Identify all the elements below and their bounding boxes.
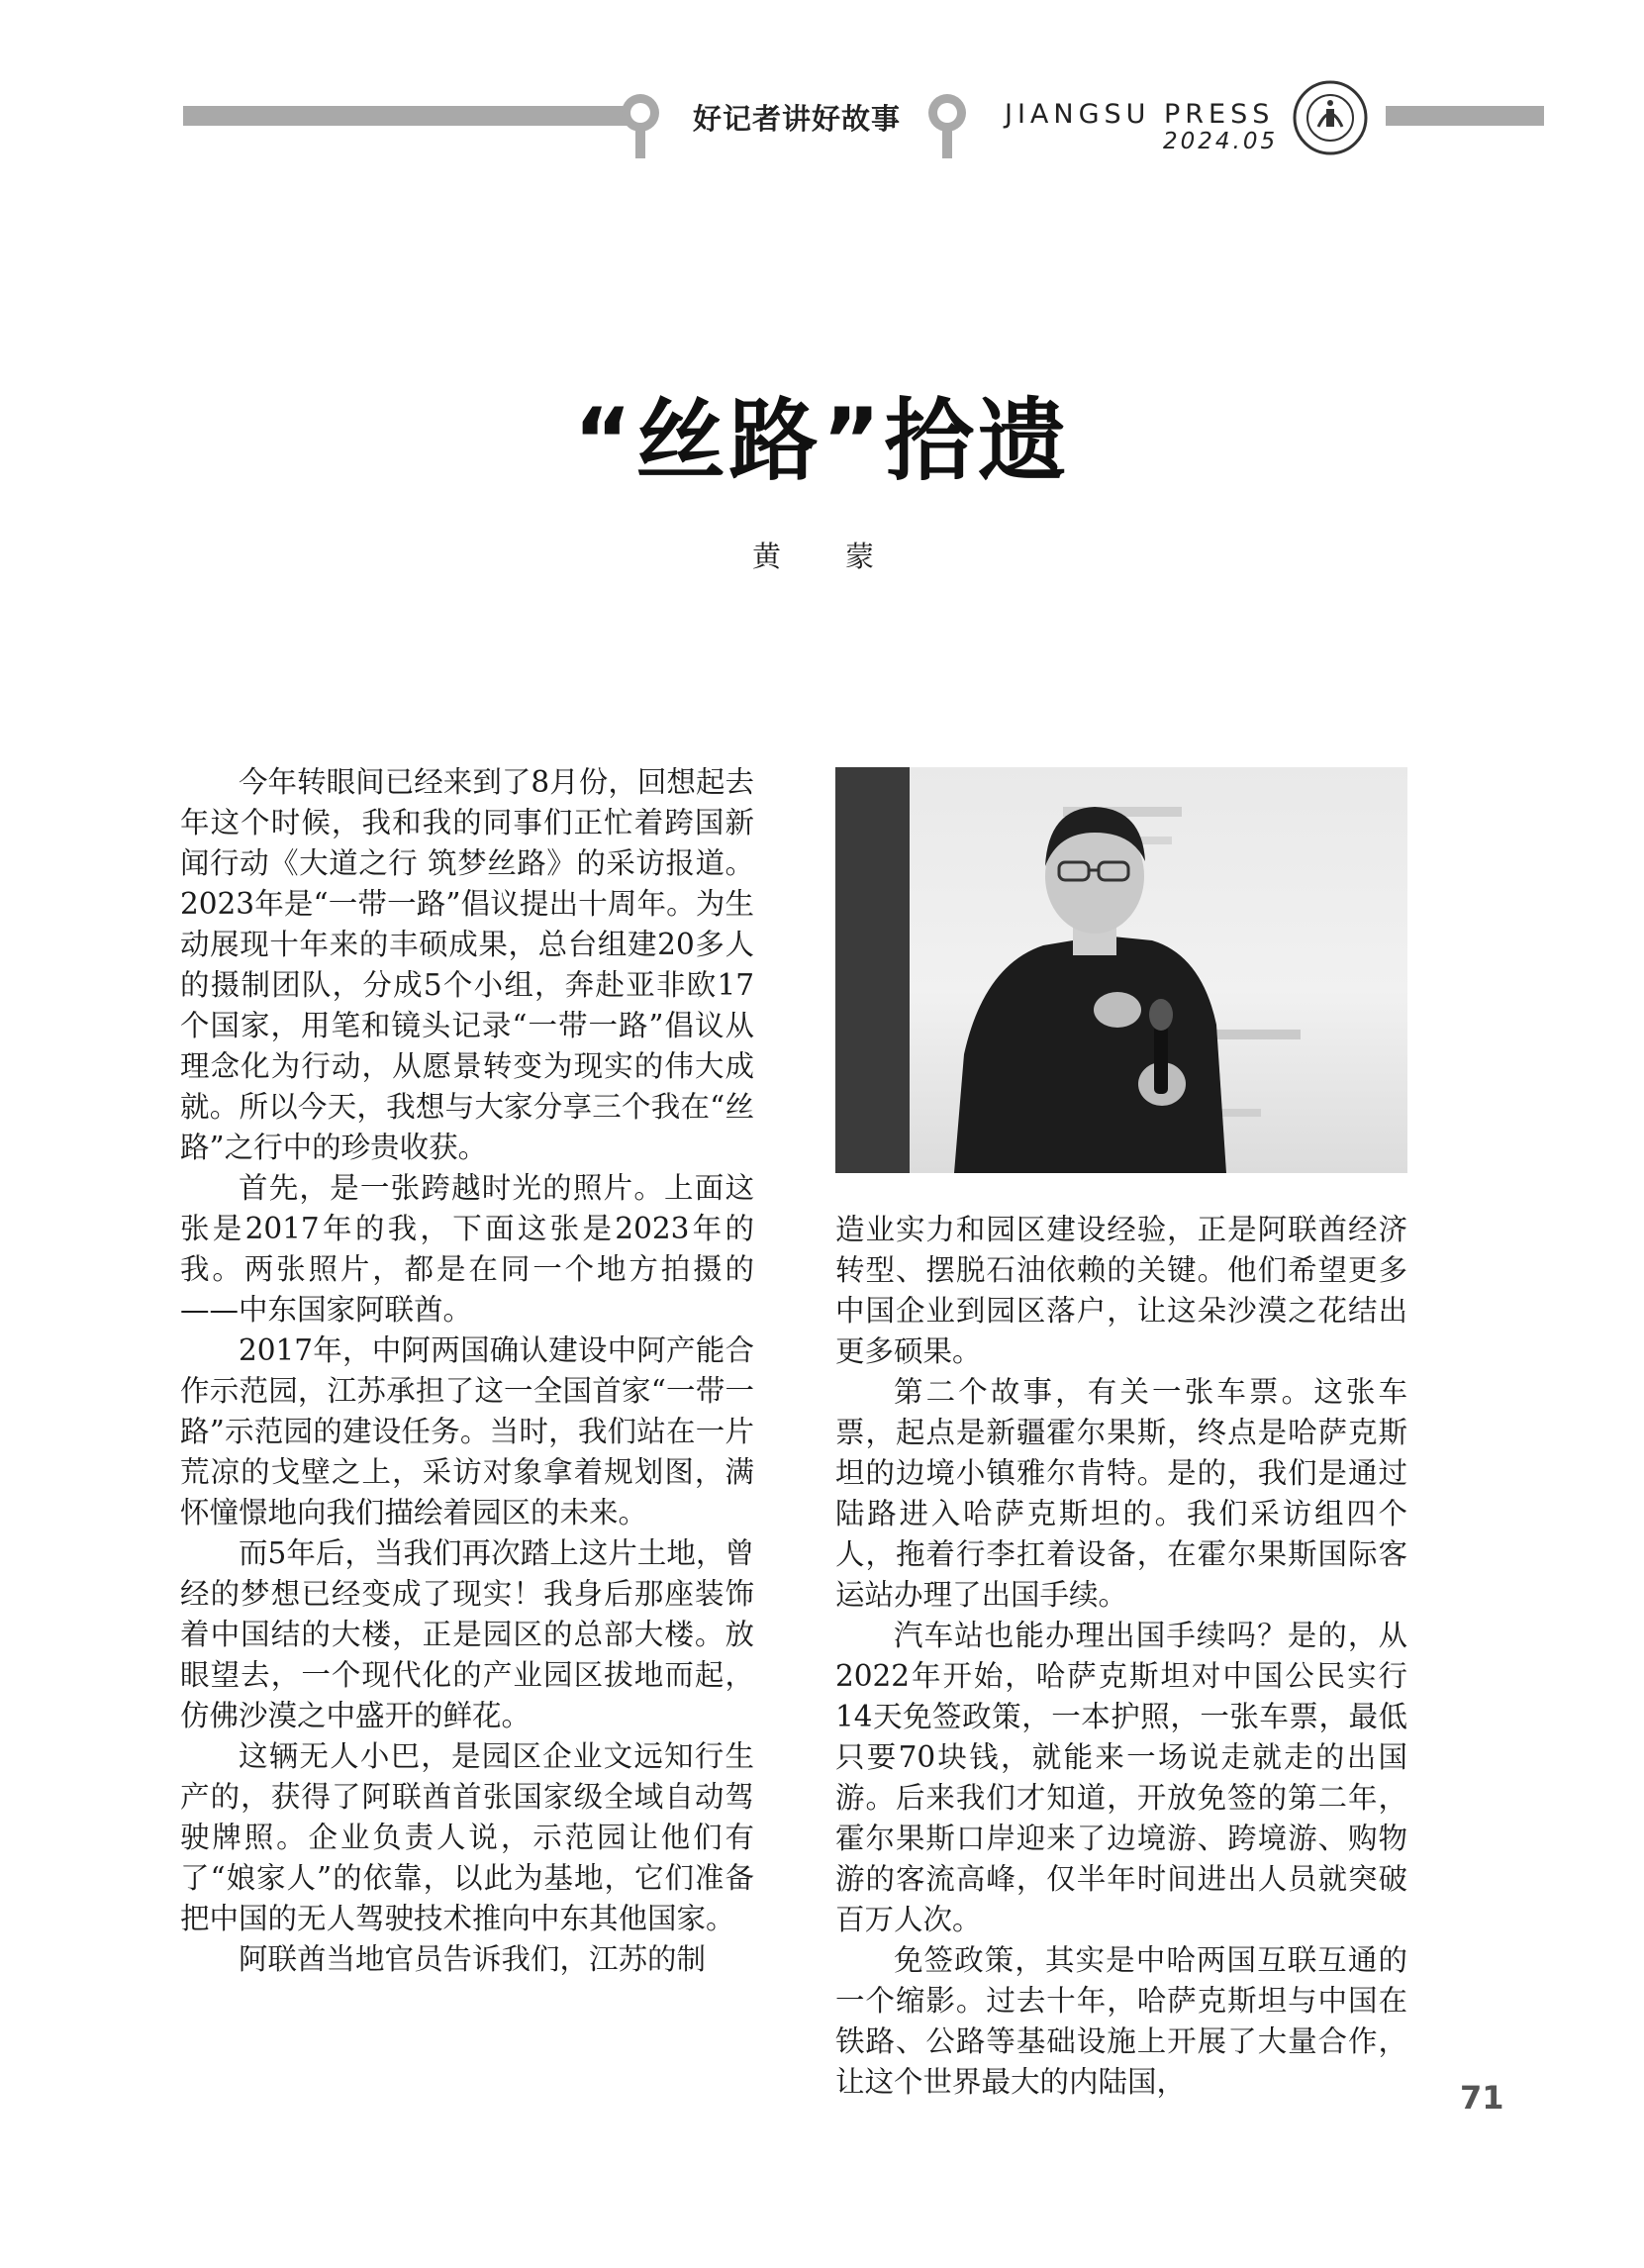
paragraph: 汽车站也能办理出国手续吗？是的，从2022年开始，哈萨克斯坦对中国公民实行14天免签政策，一本护照，一张车票，最低只要70块钱，就能来一场说走就走的出国游。后来我们才知道，开放免签的第二年，霍尔果斯口岸迎来了边境游、跨境游、购物游的客流高峰，仅半年时间进出人员就突破百万人次。 <box>835 1619 1407 1936</box>
header-rule-left <box>183 106 643 126</box>
paragraph: 今年转眼间已经来到了8月份，回想起去年这个时候，我和我的同事们正忙着跨国新闻行动《大道之行 筑梦丝路》的采访报道。2023年是“一带一路”倡议提出十周年。为生动展现十年来的丰硕成果，总台组建20多人的摄制团队，分成5个小组，奔赴亚非欧17个国家，用笔和镜头记录“一带一路”倡议从理念化为行动，从愿景转变为现实的伟大成就。所以今天，我想与大家分享三个我在“丝路”之行中的珍贵收获。 <box>180 765 754 1164</box>
left-column <box>180 762 754 1980</box>
article-title: “丝路”拾遗 <box>573 389 1071 493</box>
pin-icon <box>925 91 969 160</box>
paragraph: 而5年后，当我们再次踏上这片土地，曾经的梦想已经变成了现实！我身后那座装饰着中国结的大楼，正是园区的总部大楼。放眼望去，一个现代化的产业园区拔地而起，仿佛沙漠之中盛开的鲜花。 <box>180 1536 754 1732</box>
jiangsu-press-seal-icon <box>1292 79 1369 156</box>
section-title: 好记者讲好故事 <box>693 102 902 136</box>
author-name: 黄 蒙 <box>751 540 892 573</box>
paragraph: 这辆无人小巴，是园区企业文远知行生产的，获得了阿联酋首张国家级全域自动驾驶牌照。企业负责人说，示范园让他们有了“娘家人”的依靠，以此为基地，它们准备把中国的无人驾驶技术推向中东其他国家。 <box>180 1739 754 1935</box>
page-number: 71 <box>1460 2079 1504 2117</box>
paragraph: 阿联酋当地官员告诉我们，江苏的制 <box>239 1942 707 1976</box>
right-column <box>835 1210 1407 2103</box>
masthead-name: JIANGSU PRESS <box>1005 99 1275 130</box>
paragraph: 2017年，中阿两国确认建设中阿产能合作示范园，江苏承担了这一全国首家“一带一路”示范园的建设任务。当时，我们站在一片荒凉的戈壁之上，采访对象拿着规划图，满怀憧憬地向我们描绘着园区的未来。 <box>180 1333 754 1529</box>
header-rule-right <box>1386 106 1544 126</box>
speaker-with-microphone-photo <box>835 767 1407 1173</box>
paragraph: 免签政策，其实是中哈两国互联互通的一个缩影。过去十年，哈萨克斯坦与中国在铁路、公路等基础设施上开展了大量合作，让这个世界最大的内陆国， <box>835 1943 1407 2099</box>
paragraph: 首先，是一张跨越时光的照片。上面这张是2017年的我，下面这张是2023年的我。两张照片，都是在同一个地方拍摄的——中东国家阿联酋。 <box>180 1171 754 1327</box>
paragraph: 第二个故事，有关一张车票。这张车票，起点是新疆霍尔果斯，终点是哈萨克斯坦的边境小镇雅尔肯特。是的，我们是通过陆路进入哈萨克斯坦的。我们采访组四个人，拖着行李扛着设备，在霍尔果斯国际客运站办理了出国手续。 <box>835 1375 1407 1612</box>
pin-icon <box>619 91 662 160</box>
issue-date: 2024.05 <box>1163 129 1279 154</box>
photo-illustration <box>835 767 1407 1173</box>
paragraph-continued: 造业实力和园区建设经验，正是阿联酋经济转型、摆脱石油依赖的关键。他们希望更多中国企业到园区落户，让这朵沙漠之花结出更多硕果。 <box>835 1213 1407 1368</box>
